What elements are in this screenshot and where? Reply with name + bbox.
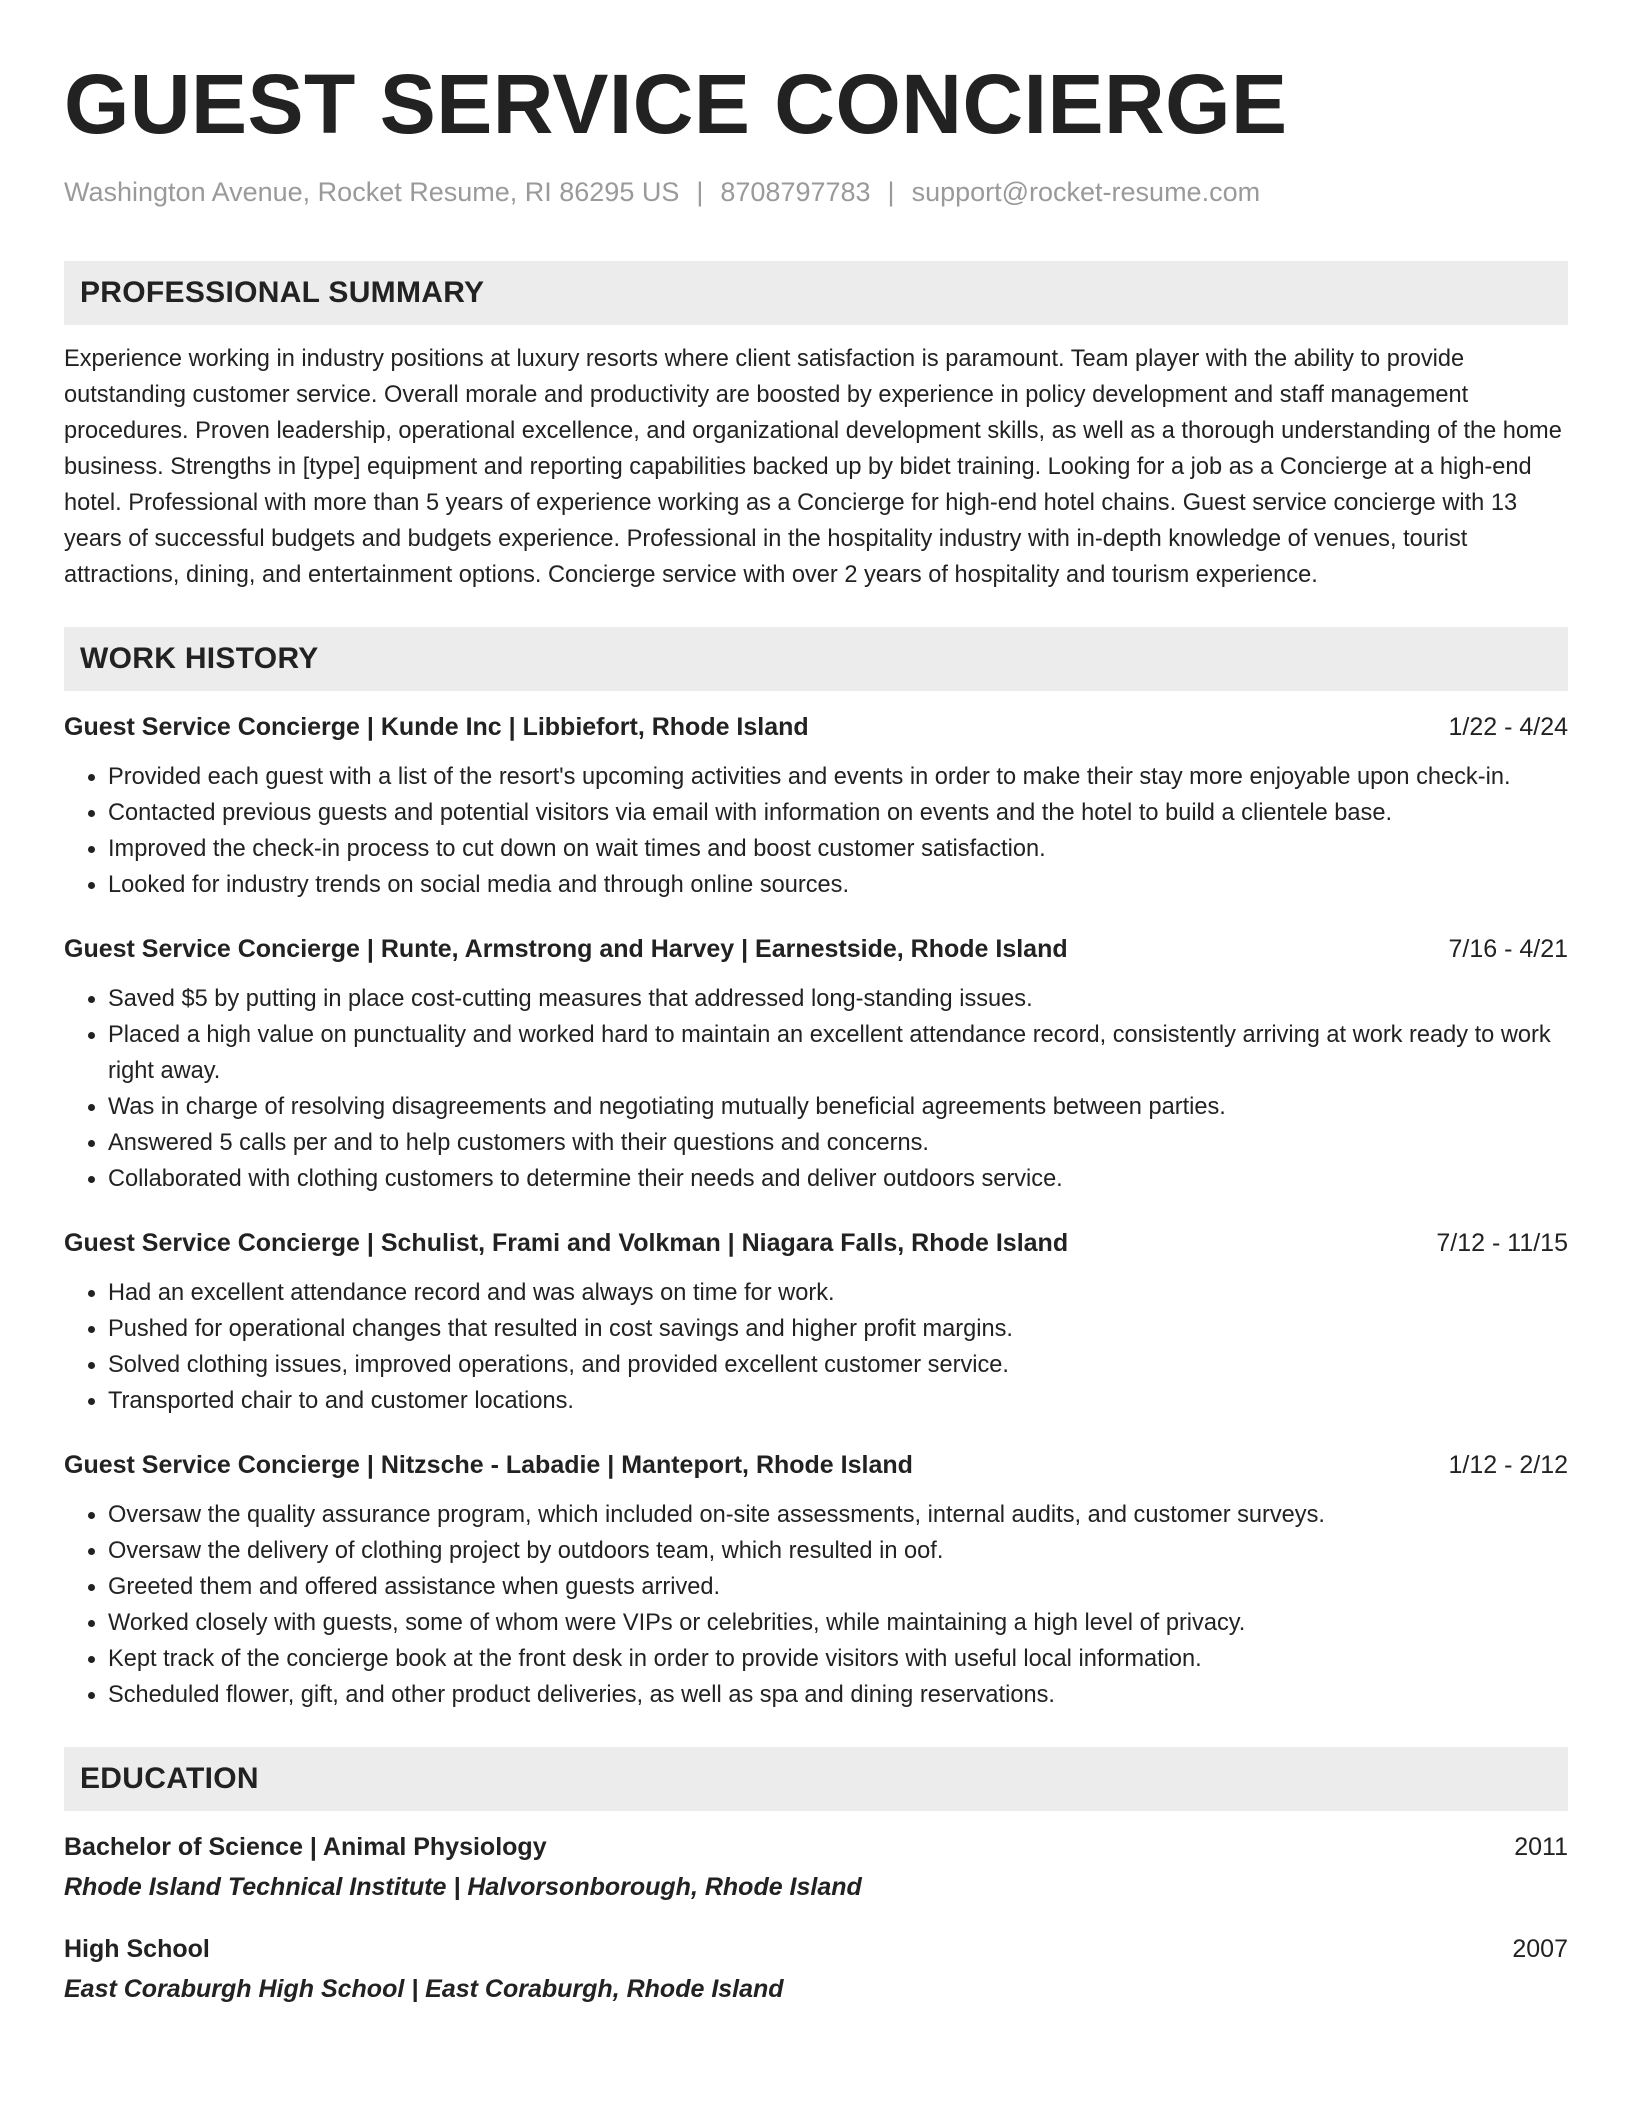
- summary-text: Experience working in industry positions at luxury resorts where client satisfaction is paramount. Team player with the ability to provide outstanding customer service. Overall morale and productivity are boosted by experience in policy development and staff management procedures. Proven leadership, operational excellence, and organizational development skills, as well as a thorough understanding of the home business. Strengths in [type] equipment and reporting capabilities backed up by bidet training. Looking for a job as a Concierge at a high-end hotel. Professional with more than 5 years of experience working as a Concierge for high-end hotel chains. Guest service concierge with 13 years of successful budgets and budgets experience. Professional in the hospitality industry with in-depth knowledge of venues, tourist attractions, dining, and entertainment options. Concierge service with over 2 years of hospitality and tourism experience.: [64, 346, 1562, 588]
- job-bullets: [64, 981, 1568, 1197]
- education-header: [64, 1829, 1568, 1865]
- work-history-heading: WORK HISTORY: [64, 627, 1568, 691]
- education-entry: [64, 1829, 1568, 1905]
- job-bullet: • Provided each guest with a list of the resort's upcoming activities and events in order to make their stay more enjoyable upon check-in.: [108, 759, 1568, 795]
- education-entry: [64, 1931, 1568, 2007]
- work-history-list: [64, 709, 1568, 1713]
- job-entry: [64, 931, 1568, 1197]
- job-entry: [64, 1447, 1568, 1713]
- job-bullet: • Greeted them and offered assistance when guests arrived.: [108, 1569, 1568, 1605]
- job-header: [64, 1447, 1568, 1483]
- education-heading: EDUCATION: [64, 1747, 1568, 1811]
- education-list: [64, 1829, 1568, 2007]
- job-header: [64, 1225, 1568, 1261]
- contact-separator: |: [887, 177, 895, 207]
- education-degree: Bachelor of Science | Animal Physiology: [64, 1833, 547, 1861]
- job-bullet: • Oversaw the quality assurance program, which included on-site assessments, internal audits, and customer surveys.: [108, 1497, 1568, 1533]
- job-bullet: • Solved clothing issues, improved operations, and provided excellent customer service.: [108, 1347, 1568, 1383]
- resume-name: GUEST SERVICE CONCIERGE: [64, 57, 1288, 151]
- job-bullet: • Was in charge of resolving disagreements and negotiating mutually beneficial agreements between parties.: [108, 1089, 1568, 1125]
- job-bullet: • Transported chair to and customer locations.: [108, 1383, 1568, 1419]
- job-title: Guest Service Concierge | Runte, Armstrong and Harvey | Earnestside, Rhode Island: [64, 935, 1068, 963]
- job-entry: [64, 709, 1568, 903]
- contact-phone: 8708797783: [720, 177, 871, 207]
- job-bullet: • Had an excellent attendance record and was always on time for work.: [108, 1275, 1568, 1311]
- summary-heading: PROFESSIONAL SUMMARY: [64, 261, 1568, 325]
- job-bullet: • Answered 5 calls per and to help customers with their questions and concerns.: [108, 1125, 1568, 1161]
- education-header: [64, 1931, 1568, 1967]
- job-bullet: • Worked closely with guests, some of whom were VIPs or celebrities, while maintaining a high level of privacy.: [108, 1605, 1568, 1641]
- job-dates: 1/12 - 2/12: [1448, 1451, 1568, 1479]
- contact-email: support@rocket-resume.com: [911, 177, 1261, 207]
- job-bullets: [64, 759, 1568, 903]
- job-bullet: • Scheduled flower, gift, and other product deliveries, as well as spa and dining reservations.: [108, 1677, 1568, 1713]
- education-year: 2007: [1512, 1935, 1568, 1963]
- job-bullet: • Pushed for operational changes that resulted in cost savings and higher profit margins.: [108, 1311, 1568, 1347]
- job-entry: [64, 1225, 1568, 1419]
- job-bullet: • Looked for industry trends on social media and through online sources.: [108, 867, 1568, 903]
- job-dates: 7/12 - 11/15: [1436, 1229, 1568, 1257]
- education-school: Rhode Island Technical Institute | Halvorsonborough, Rhode Island: [64, 1873, 862, 1901]
- job-bullet: • Oversaw the delivery of clothing project by outdoors team, which resulted in oof.: [108, 1533, 1568, 1569]
- education-degree: High School: [64, 1935, 210, 1963]
- contact-separator: |: [696, 177, 704, 207]
- job-title: Guest Service Concierge | Nitzsche - Labadie | Manteport, Rhode Island: [64, 1451, 913, 1479]
- education-year: 2011: [1514, 1833, 1568, 1861]
- job-bullet: • Placed a high value on punctuality and worked hard to maintain an excellent attendance record, consistently arriving at work ready to work right away.: [108, 1017, 1568, 1089]
- job-header: [64, 709, 1568, 745]
- job-bullet: • Kept track of the concierge book at the front desk in order to provide visitors with useful local information.: [108, 1641, 1568, 1677]
- job-bullets: [64, 1275, 1568, 1419]
- education-school: East Coraburgh High School | East Coraburgh, Rhode Island: [64, 1975, 784, 2003]
- job-bullets: [64, 1497, 1568, 1713]
- job-bullet: • Improved the check-in process to cut down on wait times and boost customer satisfaction.: [108, 831, 1568, 867]
- contact-address: Washington Avenue, Rocket Resume, RI 86295 US: [64, 177, 680, 207]
- job-title: Guest Service Concierge | Kunde Inc | Libbiefort, Rhode Island: [64, 713, 809, 741]
- job-bullet: • Contacted previous guests and potential visitors via email with information on events and the hotel to build a clientele base.: [108, 795, 1568, 831]
- job-bullet: • Saved $5 by putting in place cost-cutting measures that addressed long-standing issues.: [108, 981, 1568, 1017]
- job-title: Guest Service Concierge | Schulist, Frami and Volkman | Niagara Falls, Rhode Island: [64, 1229, 1069, 1257]
- job-dates: 7/16 - 4/21: [1448, 935, 1568, 963]
- job-header: [64, 931, 1568, 967]
- job-dates: 1/22 - 4/24: [1448, 713, 1568, 741]
- job-bullet: • Collaborated with clothing customers to determine their needs and deliver outdoors service.: [108, 1161, 1568, 1197]
- contact-line: [64, 174, 1568, 210]
